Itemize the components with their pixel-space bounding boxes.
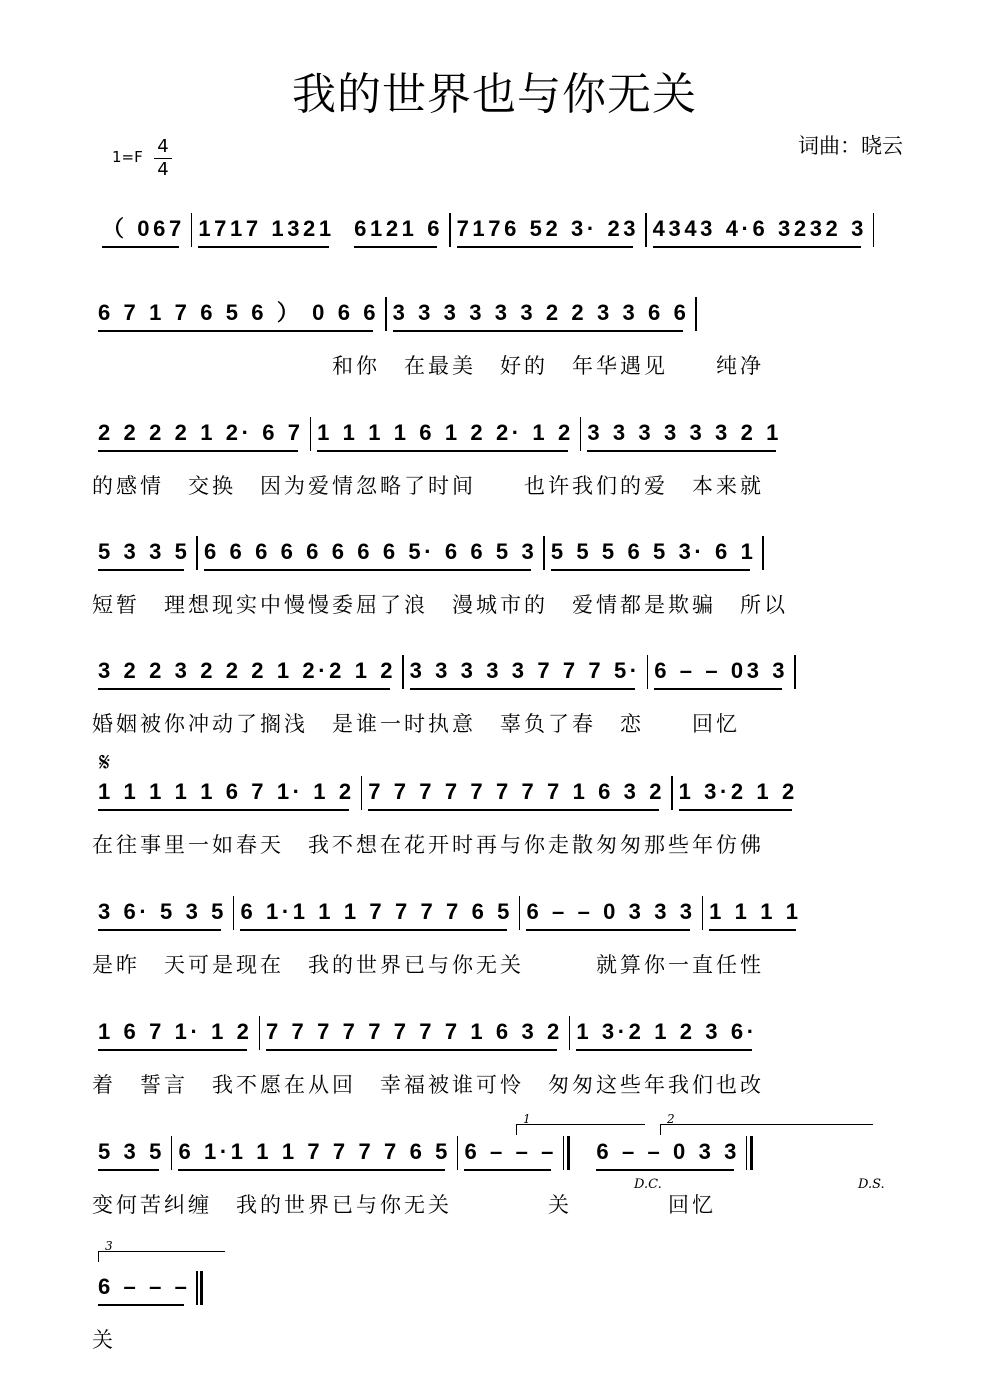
measure: 6 1·1 1 1 7 7 7 7 6 5 bbox=[178, 1136, 451, 1168]
key-signature: 1=F bbox=[112, 148, 143, 166]
measure: 6 7 1 7 6 5 6 ） 0 6 6 bbox=[98, 297, 379, 329]
score-row-9 bbox=[0, 1136, 989, 1236]
third-ending-bracket: 3 bbox=[98, 1251, 225, 1262]
measure: 7 7 7 7 7 7 7 7 1 6 3 2 bbox=[266, 1016, 563, 1048]
lyrics-line: 变何苦纠缠 我的世界已与你无关 关 回忆 bbox=[92, 1193, 716, 1217]
measure: 6 – – 0 3 3 3 bbox=[526, 896, 695, 928]
notation-line bbox=[98, 655, 913, 687]
measure: 6 – – 03 3 bbox=[654, 655, 788, 687]
song-title: 我的世界也与你无关 bbox=[292, 69, 697, 120]
score-row-8 bbox=[0, 1016, 989, 1116]
segno-sign: 𝄋 bbox=[99, 748, 111, 778]
lyrics-line: 关 bbox=[92, 1328, 116, 1352]
notation-line bbox=[98, 1016, 913, 1048]
measure: 7 7 7 7 7 7 7 7 1 6 3 2 bbox=[368, 776, 665, 808]
lyrics-line: 是昨 天可是现在 我的世界已与你无关 就算你一直任性 bbox=[92, 953, 764, 977]
composer-credit: 词曲：晓云 bbox=[798, 134, 903, 158]
lyrics-line: 婚姻被你冲动了搁浅 是谁一时执意 辜负了春 恋 回忆 bbox=[92, 712, 740, 736]
measure: 3 2 2 3 2 2 2 1 2·2 1 2 bbox=[98, 655, 396, 687]
measure: 7176 52 3· 23 bbox=[457, 213, 640, 245]
measure: 2 2 2 2 1 2· 6 7 bbox=[98, 417, 304, 449]
measure: 5 5 5 6 5 3· 6 1 bbox=[551, 536, 757, 568]
lyrics-line: 的感情 交换 因为爱情忽略了时间 也许我们的爱 本来就 bbox=[92, 474, 764, 498]
score-row-6 bbox=[0, 776, 989, 876]
measure: 6 1·1 1 1 7 7 7 7 6 5 bbox=[240, 896, 513, 928]
measure: （ 067 bbox=[102, 213, 185, 245]
notation-line bbox=[98, 776, 913, 808]
measure: 6 – – – bbox=[98, 1271, 190, 1303]
score-row-3 bbox=[0, 417, 989, 517]
notation-line bbox=[98, 1271, 913, 1303]
time-denominator: 4 bbox=[157, 159, 169, 180]
lyrics-line: 在往事里一如春天 我不想在花开时再与你走散匆匆那些年仿佛 bbox=[92, 833, 764, 857]
measure: 1 1 1 1 6 1 2 2· 1 2 bbox=[317, 417, 574, 449]
lyrics-line: 和你 在最美 好的 年华遇见 纯净 bbox=[92, 354, 764, 378]
measure: 3 3 3 3 3 3 2 2 3 3 6 6 bbox=[393, 297, 690, 329]
score-row-10 bbox=[0, 1271, 989, 1371]
dc-marking: D.C. bbox=[634, 1177, 662, 1192]
measure: 1 3·2 1 2 3 6· bbox=[576, 1016, 757, 1048]
notation-line bbox=[98, 536, 913, 568]
score-row-4 bbox=[0, 536, 989, 636]
measure: 1717 1321 bbox=[198, 213, 334, 245]
measure: 3 6· 5 3 5 bbox=[98, 896, 227, 928]
score-row-7 bbox=[0, 896, 989, 996]
lyrics-line: 短暂 理想现实中慢慢委屈了浪 漫城市的 爱情都是欺骗 所以 bbox=[92, 593, 788, 617]
measure: 1 3·2 1 2 bbox=[679, 776, 798, 808]
measure: 1 6 7 1· 1 2 bbox=[98, 1016, 253, 1048]
measure: 6 – – – bbox=[464, 1136, 556, 1168]
measure: 3 3 3 3 3 7 7 7 5· bbox=[410, 655, 641, 687]
measure: 5 3 5 bbox=[98, 1136, 165, 1168]
notation-line bbox=[98, 896, 913, 928]
score-row-2 bbox=[0, 297, 989, 397]
notation-line bbox=[98, 1136, 913, 1168]
measure: 1 1 1 1 bbox=[709, 896, 801, 928]
measure: 6 6 6 6 6 6 6 6 5· 6 6 5 3 bbox=[204, 536, 537, 568]
notation-line bbox=[102, 213, 917, 245]
time-numerator: 4 bbox=[157, 136, 169, 157]
measure: 3 3 3 3 3 3 2 1 bbox=[587, 417, 782, 449]
measure: 4343 4·6 3232 3 bbox=[653, 213, 867, 245]
measure: 6121 6 bbox=[354, 213, 443, 245]
measure: 5 3 3 5 bbox=[98, 536, 190, 568]
measure: 1 1 1 1 1 6 7 1· 1 2 bbox=[98, 776, 355, 808]
score-row-5 bbox=[0, 655, 989, 755]
measure: 6 – – 0 3 3 bbox=[596, 1136, 740, 1168]
notation-line bbox=[98, 417, 913, 449]
notation-line bbox=[98, 297, 913, 329]
second-ending-bracket: 2 bbox=[660, 1124, 873, 1135]
lyrics-line: 着 誓言 我不愿在从回 幸福被谁可怜 匆匆这些年我们也改 bbox=[92, 1073, 764, 1097]
time-signature bbox=[154, 137, 172, 180]
first-ending-bracket: 1 bbox=[516, 1124, 645, 1135]
ds-marking: D.S. bbox=[858, 1177, 885, 1192]
